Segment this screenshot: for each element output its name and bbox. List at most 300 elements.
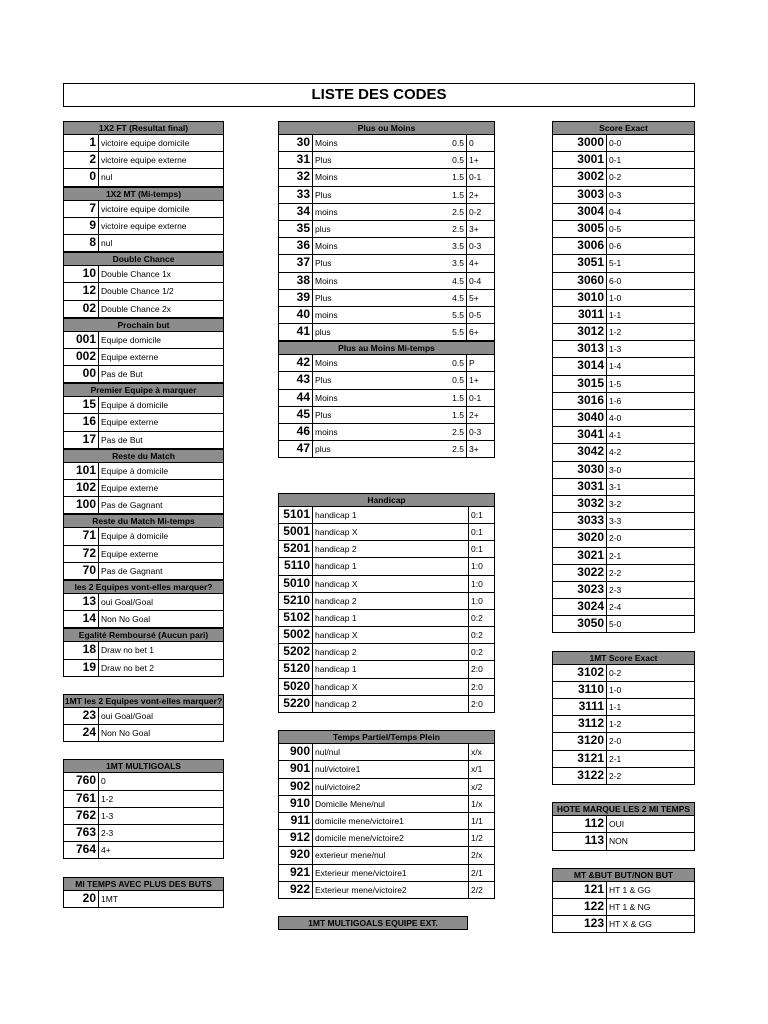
code-cell: 33 <box>279 187 313 203</box>
table-row <box>552 565 695 582</box>
table-row <box>552 716 695 733</box>
label-cell: moins <box>315 427 338 437</box>
label-cell: domicile mene/victoire1 <box>315 815 404 826</box>
code-cell: 102 <box>64 480 99 496</box>
label-cell: Pas de Gagnant <box>101 565 163 576</box>
table-row <box>278 761 495 778</box>
line-cell: 5.5 <box>439 307 467 323</box>
code-cell: 3033 <box>553 513 607 529</box>
code-cell: 902 <box>279 779 313 795</box>
label-cell: 2-3 <box>609 584 622 595</box>
code-cell: 3022 <box>553 565 607 581</box>
table-row <box>552 376 695 393</box>
code-cell: 2 <box>64 152 99 168</box>
label-cell: 4-0 <box>609 413 622 423</box>
table-row <box>552 255 695 272</box>
table-row <box>552 768 695 785</box>
line-cell: 2.5 <box>439 424 467 440</box>
table-row <box>552 324 695 341</box>
label-cell: 0-6 <box>609 241 622 252</box>
table-row <box>278 541 495 558</box>
code-cell: 40 <box>279 307 313 323</box>
label-cell: oui Goal/Goal <box>101 596 153 607</box>
table-row <box>63 497 224 514</box>
table-row <box>278 524 495 541</box>
table-row <box>278 610 495 627</box>
table-row <box>63 611 224 628</box>
label-cell: Equipe externe <box>101 417 159 428</box>
section-header: HOTE MARQUE LES 2 MI TEMPS <box>552 802 695 816</box>
label-cell: Pas de But <box>101 434 143 445</box>
code-cell: 3014 <box>553 358 607 374</box>
table-row <box>278 169 495 186</box>
code-cell: 002 <box>64 349 99 365</box>
label-cell: handicap 2 <box>315 647 357 658</box>
section-header: 1X2 MT (Mi-temps) <box>63 187 224 201</box>
label-cell: moins <box>315 309 338 320</box>
code-cell: 762 <box>64 808 99 824</box>
code-cell: 900 <box>279 744 313 760</box>
label-cell: 2-1 <box>609 753 622 764</box>
label-cell: 1-4 <box>609 361 622 372</box>
code-cell: 112 <box>553 816 607 832</box>
result-cell: 4+ <box>469 258 479 269</box>
result-cell: 0-4 <box>469 275 482 286</box>
label-cell: Equipe à domicile <box>101 531 169 542</box>
table-row <box>63 397 224 414</box>
label-cell: 0-3 <box>609 189 622 200</box>
code-cell: 5201 <box>279 541 313 557</box>
code-cell: 3001 <box>553 152 607 168</box>
table-row <box>552 204 695 221</box>
code-cell: 101 <box>64 463 99 479</box>
section-header: Reste du Match <box>63 449 224 463</box>
label-cell: Plus <box>315 292 332 303</box>
code-cell: 5120 <box>279 661 313 677</box>
code-cell: 3020 <box>553 530 607 546</box>
result-cell: P <box>469 358 475 369</box>
spacer <box>278 458 495 475</box>
code-cell: 5001 <box>279 524 313 540</box>
code-cell: 5002 <box>279 627 313 643</box>
section-header: Egalité Remboursé (Aucun pari) <box>63 628 224 642</box>
label-cell: Draw no bet 1 <box>101 645 154 656</box>
table-row <box>552 513 695 530</box>
table-row <box>63 201 224 218</box>
section-header: Score Exact <box>552 121 695 135</box>
code-cell: 43 <box>279 372 313 388</box>
spacer <box>278 899 495 916</box>
extra-cell: 2:0 <box>468 696 494 712</box>
code-cell: 3060 <box>553 273 607 289</box>
code-cell: 901 <box>279 761 313 777</box>
label-cell: handicap 2 <box>315 544 357 555</box>
code-cell: 912 <box>279 830 313 846</box>
label-cell: Plus <box>315 189 332 200</box>
code-cell: 7 <box>64 201 99 217</box>
line-cell: 1.5 <box>439 187 467 203</box>
table-row <box>278 593 495 610</box>
code-cell: 5210 <box>279 593 313 609</box>
table-row <box>278 882 495 899</box>
code-cell: 5110 <box>279 558 313 574</box>
label-cell: 2-0 <box>609 533 622 544</box>
code-cell: 10 <box>64 266 99 282</box>
table-row <box>63 708 224 725</box>
table-row <box>552 616 695 633</box>
label-cell: victoire equipe externe <box>101 220 187 231</box>
label-cell: plus <box>315 327 331 338</box>
table-row <box>552 548 695 565</box>
label-cell: handicap 1 <box>315 561 357 572</box>
code-cell: 37 <box>279 255 313 271</box>
result-cell: 3+ <box>469 444 479 455</box>
table-row <box>278 847 495 864</box>
table-row <box>552 682 695 699</box>
table-row <box>63 366 224 383</box>
label-cell: 1-1 <box>609 309 622 320</box>
table-row <box>63 432 224 449</box>
extra-cell: 0:1 <box>468 541 494 557</box>
extra-cell: 0:2 <box>468 627 494 643</box>
label-cell: moins <box>315 206 338 217</box>
result-cell: 0-5 <box>469 309 482 320</box>
label-cell: 0-0 <box>609 138 622 148</box>
code-cell: 3006 <box>553 238 607 254</box>
line-cell: 3.5 <box>439 238 467 254</box>
label-cell: handicap X <box>315 630 358 641</box>
label-cell: plus <box>315 444 331 455</box>
code-cell: 38 <box>279 273 313 289</box>
extra-cell: 1/2 <box>468 830 494 846</box>
table-row <box>278 813 495 830</box>
table-row <box>278 779 495 796</box>
code-cell: 3000 <box>553 135 607 151</box>
table-row <box>63 235 224 252</box>
line-cell: 1.5 <box>439 407 467 423</box>
label-cell: handicap 2 <box>315 595 357 606</box>
label-cell: 1-2 <box>609 327 622 338</box>
code-cell: 5101 <box>279 507 313 523</box>
table-row <box>552 916 695 933</box>
result-cell: 2+ <box>469 189 479 200</box>
code-cell: 3120 <box>553 733 607 749</box>
table-row <box>552 816 695 833</box>
label-cell: 1-5 <box>609 378 622 389</box>
table-row <box>552 135 695 152</box>
line-cell: 2.5 <box>439 441 467 457</box>
section-header: MI TEMPS AVEC PLUS DES BUTS <box>63 877 224 891</box>
code-cell: 910 <box>279 796 313 812</box>
code-cell: 122 <box>553 899 607 915</box>
label-cell: HT 1 & GG <box>609 884 651 895</box>
extra-cell: 0:2 <box>468 610 494 626</box>
table-row <box>63 218 224 235</box>
code-cell: 0 <box>64 169 99 185</box>
extra-cell: 2/1 <box>468 865 494 881</box>
label-cell: 5-1 <box>609 258 622 269</box>
code-cell: 13 <box>64 594 99 610</box>
label-cell: 0-2 <box>609 172 622 183</box>
table-row <box>552 462 695 479</box>
code-cell: 3121 <box>553 751 607 767</box>
code-cell: 12 <box>64 283 99 299</box>
label-cell: Double Chance 1x <box>101 269 171 280</box>
table-row <box>278 424 495 441</box>
code-cell: 23 <box>64 708 99 724</box>
label-cell: handicap X <box>315 526 358 537</box>
code-cell: 5020 <box>279 679 313 695</box>
table-row <box>63 301 224 318</box>
table-row <box>278 407 495 424</box>
table-row <box>278 796 495 813</box>
page-title: LISTE DES CODES <box>63 83 695 107</box>
label-cell: NON <box>609 836 628 847</box>
section-header: Prochain but <box>63 318 224 332</box>
code-cell: 32 <box>279 169 313 185</box>
extra-cell: 2:0 <box>468 661 494 677</box>
code-cell: 71 <box>64 528 99 544</box>
table-row <box>63 825 224 842</box>
line-cell: 0.5 <box>439 355 467 371</box>
table-row <box>278 696 495 713</box>
label-cell: 5-0 <box>609 619 622 630</box>
code-cell: 02 <box>64 301 99 317</box>
spacer <box>552 633 695 650</box>
result-cell: 0-3 <box>469 427 482 437</box>
code-cell: 763 <box>64 825 99 841</box>
label-cell: 1-3 <box>609 344 622 355</box>
code-cell: 36 <box>279 238 313 254</box>
column-left <box>63 121 224 908</box>
result-cell: 5+ <box>469 292 479 303</box>
table-row <box>63 135 224 152</box>
code-cell: 3023 <box>553 582 607 598</box>
label-cell: 2-2 <box>609 770 622 781</box>
label-cell: 1-3 <box>101 810 114 821</box>
code-cell: 70 <box>64 563 99 579</box>
table-row <box>278 355 495 372</box>
section-header: les 2 Equipes vont-elles marquer? <box>63 580 224 594</box>
line-cell: 1.5 <box>439 390 467 406</box>
label-cell: 0-2 <box>609 667 622 678</box>
label-cell: 4-2 <box>609 447 622 458</box>
label-cell: Moins <box>315 392 338 403</box>
table-row <box>552 665 695 682</box>
section-header: Reste du Match Mi-temps <box>63 514 224 528</box>
label-cell: 0-4 <box>609 206 622 217</box>
label-cell: Equipe externe <box>101 483 159 493</box>
label-cell: Equipe à domicile <box>101 465 169 476</box>
table-row <box>278 558 495 575</box>
table-row <box>278 135 495 152</box>
table-row <box>552 410 695 427</box>
result-cell: 2+ <box>469 409 479 420</box>
table-row <box>552 169 695 186</box>
table-row <box>63 660 224 677</box>
label-cell: 1-6 <box>609 395 622 406</box>
label-cell: Moins <box>315 358 338 369</box>
table-row <box>63 283 224 300</box>
result-cell: 1+ <box>469 155 479 166</box>
code-cell: 3031 <box>553 479 607 495</box>
label-cell: handicap 1 <box>315 509 357 520</box>
column-right <box>552 121 695 933</box>
code-cell: 31 <box>279 152 313 168</box>
code-cell: 764 <box>64 842 99 858</box>
label-cell: handicap 1 <box>315 664 357 675</box>
label-cell: Moins <box>315 241 338 252</box>
table-row <box>63 791 224 808</box>
label-cell: Moins <box>315 172 338 183</box>
label-cell: victoire equipe domicile <box>101 138 190 148</box>
label-cell: Non No Goal <box>101 728 151 739</box>
result-cell: 0-1 <box>469 172 482 183</box>
code-cell: 3041 <box>553 427 607 443</box>
code-cell: 3002 <box>553 169 607 185</box>
table-row <box>278 238 495 255</box>
code-cell: 3021 <box>553 548 607 564</box>
table-row <box>278 273 495 290</box>
code-cell: 761 <box>64 791 99 807</box>
label-cell: 1-2 <box>101 793 114 804</box>
section-header: 1MT les 2 Equipes vont-elles marquer? <box>64 695 223 706</box>
table-row <box>278 187 495 204</box>
table-row <box>278 204 495 221</box>
section-header: Premier Equipe à marquer <box>63 383 224 397</box>
label-cell: 3-3 <box>609 516 622 527</box>
table-row <box>552 290 695 307</box>
code-cell: 3010 <box>553 290 607 306</box>
code-cell: 123 <box>553 916 607 932</box>
spacer <box>63 859 224 876</box>
section-header: 1MT MULTIGOALS EQUIPE EXT. <box>278 916 468 930</box>
label-cell: 4-1 <box>609 430 622 441</box>
table-row <box>63 349 224 366</box>
code-cell: 5202 <box>279 644 313 660</box>
label-cell: 4+ <box>101 845 111 856</box>
code-cell: 20 <box>64 891 99 907</box>
label-cell: Double Chance 2x <box>101 303 171 314</box>
code-cell: 3012 <box>553 324 607 340</box>
table-row <box>278 324 495 341</box>
label-cell: nul <box>101 237 113 248</box>
label-cell: nul/nul <box>315 747 341 758</box>
table-row <box>278 644 495 661</box>
spacer <box>278 476 495 493</box>
table-row <box>552 899 695 916</box>
label-cell: 0 <box>101 776 106 787</box>
label-cell: Non No Goal <box>101 614 151 625</box>
label-cell: handicap X <box>315 681 358 692</box>
table-row <box>552 882 695 899</box>
code-cell: 922 <box>279 882 313 898</box>
label-cell: OUI <box>609 819 625 830</box>
line-cell: 2.5 <box>439 221 467 237</box>
line-cell: 4.5 <box>439 273 467 289</box>
code-cell: 1 <box>64 135 99 151</box>
label-cell: domicile mene/victoire2 <box>315 833 404 844</box>
table-row <box>552 273 695 290</box>
label-cell: 0-5 <box>609 223 622 234</box>
table-row <box>278 390 495 407</box>
code-cell: 760 <box>64 773 99 789</box>
label-cell: handicap 2 <box>315 698 357 709</box>
label-cell: Equipe à domicile <box>101 400 169 411</box>
code-cell: 15 <box>64 397 99 413</box>
code-cell: 9 <box>64 218 99 234</box>
extra-cell: x/x <box>468 744 494 760</box>
code-cell: 17 <box>64 432 99 448</box>
code-cell: 921 <box>279 865 313 881</box>
line-cell: 0.5 <box>439 372 467 388</box>
result-cell: 3+ <box>469 223 479 234</box>
table-row <box>552 187 695 204</box>
table-row <box>278 830 495 847</box>
label-cell: victoire equipe domicile <box>101 203 190 214</box>
label-cell: Exterieur mene/victoire2 <box>315 884 407 895</box>
table-row <box>63 594 224 611</box>
code-cell: 3042 <box>553 444 607 460</box>
extra-cell: 2:0 <box>468 679 494 695</box>
spacer <box>552 785 695 802</box>
label-cell: nul/victoire1 <box>315 764 361 775</box>
table-row <box>63 842 224 859</box>
table-row <box>278 627 495 644</box>
table-row <box>63 332 224 349</box>
label-cell: 6-0 <box>609 275 622 286</box>
code-cell: 100 <box>64 497 99 513</box>
table-row <box>278 307 495 324</box>
code-cell: 3032 <box>553 496 607 512</box>
table-row <box>278 152 495 169</box>
section-header: Double Chance <box>63 252 224 266</box>
extra-cell: 0:1 <box>468 507 494 523</box>
label-cell: Exterieur mene/victoire1 <box>315 867 407 878</box>
table-row <box>552 530 695 547</box>
table-row <box>552 427 695 444</box>
extra-cell: x/2 <box>468 779 494 795</box>
label-cell: 2-1 <box>609 550 622 561</box>
code-cell: 3024 <box>553 599 607 615</box>
code-cell: 18 <box>64 642 99 658</box>
table-row <box>552 733 695 750</box>
table-row <box>552 496 695 513</box>
code-cell: 19 <box>64 660 99 676</box>
table-row <box>278 255 495 272</box>
label-cell: 3-2 <box>609 498 622 509</box>
extra-cell: 1:0 <box>468 593 494 609</box>
table-row <box>63 773 224 790</box>
result-cell: 0 <box>469 138 474 148</box>
code-cell: 3051 <box>553 255 607 271</box>
code-cell: 911 <box>279 813 313 829</box>
code-cell: 42 <box>279 355 313 371</box>
code-cell: 3112 <box>553 716 607 732</box>
table-row <box>552 238 695 255</box>
code-cell: 3102 <box>553 665 607 681</box>
section-header: MT &BUT BUT/NON BUT <box>552 868 695 882</box>
label-cell: 0-1 <box>609 155 622 166</box>
label-cell: victoire equipe externe <box>101 155 187 166</box>
code-cell: 3004 <box>553 204 607 220</box>
label-cell: 3-0 <box>609 464 622 475</box>
table-row <box>278 372 495 389</box>
label-cell: Draw no bet 2 <box>101 662 154 673</box>
line-cell: 5.5 <box>439 324 467 340</box>
label-cell: 1-1 <box>609 702 622 712</box>
code-cell: 8 <box>64 235 99 251</box>
